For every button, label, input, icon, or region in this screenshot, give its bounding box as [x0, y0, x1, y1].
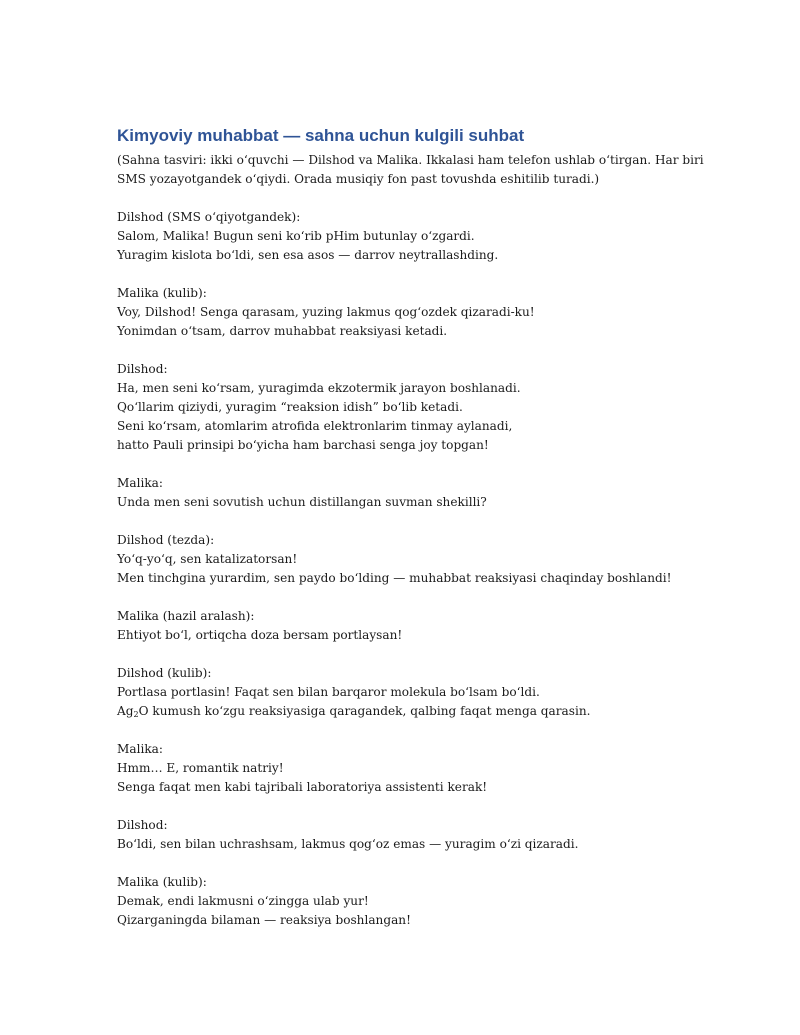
speaker-label: Malika (hazil aralash): — [117, 609, 255, 623]
speaker-label: Dilshod (SMS o‘qiyotgandek): — [117, 210, 301, 224]
speaker-label: Dilshod: — [117, 818, 168, 832]
dialogue-line: Hmm… E, romantik natriy! — [117, 761, 284, 775]
dialogue-line: Yo‘q-yo‘q, sen katalizatorsan! — [117, 552, 298, 566]
dialogue-exchange — [117, 607, 717, 645]
document-body — [117, 125, 717, 949]
dialogue-exchange — [117, 208, 717, 265]
speaker-label: Dilshod (kulib): — [117, 666, 212, 680]
speaker-label: Dilshod (tezda): — [117, 533, 215, 547]
dialogue-line: Salom, Malika! Bugun seni ko‘rib pHim butunlay o‘zgardi. — [117, 229, 475, 243]
speaker-label: Malika (kulib): — [117, 875, 207, 889]
dialogue-line: Yonimdan o‘tsam, darrov muhabbat reaksiyasi ketadi. — [117, 324, 448, 338]
speaker-label: Malika: — [117, 742, 163, 756]
stage-direction — [117, 151, 717, 189]
dialogue-line: Portlasa portlasin! Faqat sen bilan barqaror molekula bo‘lsam bo‘ldi. — [117, 685, 540, 699]
document-title: Kimyoviy muhabbat — sahna uchun kulgili suhbat — [117, 126, 525, 145]
stage-direction-line: SMS yozayotgandek o‘qiydi. Orada musiqiy fon past tovushda eshitilib turadi.) — [117, 172, 600, 186]
dialogue-line-formula: $Ag_2O$ kumush ko‘zgu reaksiyasiga qaragandek, qalbing faqat menga qarasin. — [117, 704, 591, 719]
dialogue-exchange — [117, 816, 717, 854]
stage-direction-line: (Sahna tasviri: ikki o‘quvchi — Dilshod va Malika. Ikkalasi ham telefon ushlab o‘tirgan. Har biri — [117, 153, 704, 167]
dialogue-exchange — [117, 740, 717, 797]
dialogue-exchange — [117, 360, 717, 455]
dialogue-exchange — [117, 531, 717, 588]
dialogue-exchange — [117, 873, 717, 930]
speaker-label: Malika: — [117, 476, 163, 490]
dialogue-exchange — [117, 474, 717, 512]
dialogue-line: Ehtiyot bo‘l, ortiqcha doza bersam portlaysan! — [117, 628, 403, 642]
dialogue-line: Voy, Dilshod! Senga qarasam, yuzing lakmus qog‘ozdek qizaradi-ku! — [117, 305, 535, 319]
dialogue-line: Demak, endi lakmusni o‘zingga ulab yur! — [117, 894, 369, 908]
dialogue-line: Men tinchgina yurardim, sen paydo bo‘lding — muhabbat reaksiyasi chaqinday boshlandi! — [117, 571, 672, 585]
dialogue-line: Senga faqat men kabi tajribali laboratoriya assistenti kerak! — [117, 780, 488, 794]
dialogue-line: Ha, men seni ko‘rsam, yuragimda ekzotermik jarayon boshlanadi. — [117, 381, 521, 395]
dialogue-line: Bo‘ldi, sen bilan uchrashsam, lakmus qog‘oz emas — yuragim o‘zi qizaradi. — [117, 837, 579, 851]
speaker-label: Dilshod: — [117, 362, 168, 376]
dialogue-line: Yuragim kislota bo‘ldi, sen esa asos — darrov neytrallashding. — [117, 248, 499, 262]
dialogue-line: Unda men seni sovutish uchun distillangan suvman shekilli? — [117, 495, 487, 509]
dialogue-exchange — [117, 284, 717, 341]
speaker-label: Malika (kulib): — [117, 286, 207, 300]
dialogue-line: Qizarganingda bilaman — reaksiya boshlangan! — [117, 913, 411, 927]
dialogue-line: Qo‘llarim qiziydi, yuragim “reaksion idish” bo‘lib ketadi. — [117, 400, 463, 414]
dialogue-line: Seni ko‘rsam, atomlarim atrofida elektronlarim tinmay aylanadi, — [117, 419, 513, 433]
dialogue-line: hatto Pauli prinsipi bo‘yicha ham barchasi senga joy topgan! — [117, 438, 489, 452]
dialogue-exchange — [117, 664, 717, 721]
